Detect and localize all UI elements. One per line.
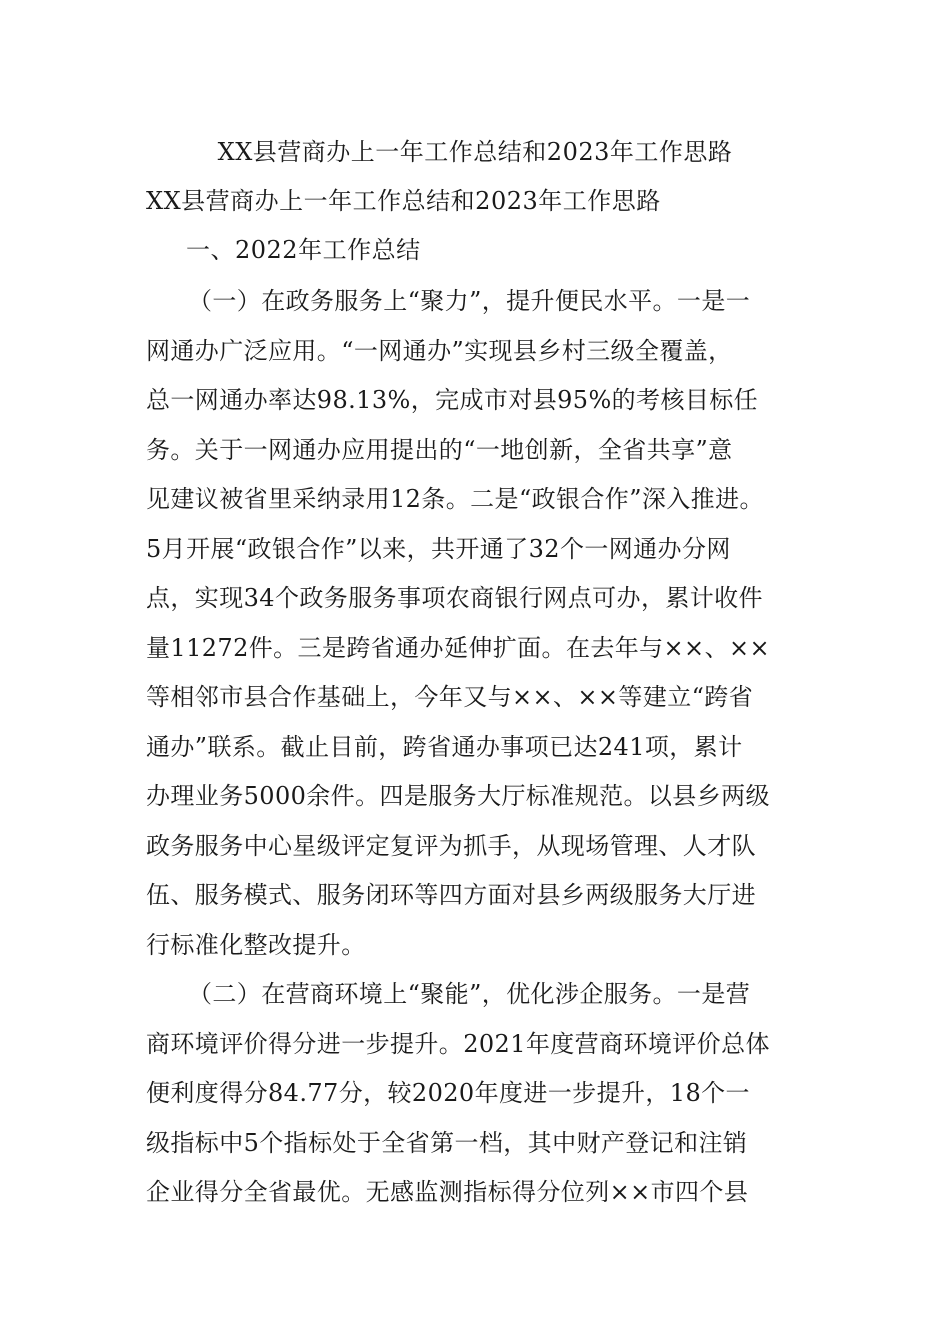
paragraph-line: （二）在营商环境上“聚能”，优化涉企服务。一是营	[188, 980, 751, 1008]
paragraph-line: 见建议被省里采纳录用12条。二是“政银合作”深入推进。	[146, 485, 764, 513]
paragraph-line: 便利度得分84.77分，较2020年度进一步提升，18个一	[146, 1079, 750, 1107]
paragraph-line: 级指标中5个指标处于全省第一档，其中财产登记和注销	[146, 1128, 748, 1157]
paragraph-line: 行标准化整改提升。	[146, 930, 366, 959]
paragraph-line: 量11272件。三是跨省通办延伸扩面。在去年与××、××	[146, 633, 770, 662]
paragraph-line: 务。关于一网通办应用提出的“一地创新，全省共享”意	[146, 435, 733, 464]
document-subtitle: XX县营商办上一年工作总结和2023年工作思路	[146, 187, 661, 215]
paragraph-line: 5月开展“政银合作”以来，共开通了32个一网通办分网	[146, 534, 731, 563]
paragraph-line: 网通办广泛应用。“一网通办”实现县乡村三级全覆盖，	[146, 336, 733, 365]
paragraph-line: （一）在政务服务上“聚力”，提升便民水平。一是一	[188, 287, 751, 315]
paragraph-government-services	[146, 277, 826, 970]
paragraph-line: 点，实现34个政务服务事项农商银行网点可办，累计收件	[146, 584, 763, 612]
section-heading: 一、2022年工作总结	[186, 236, 421, 264]
paragraph-line: 通办”联系。截止目前，跨省通办事项已达241项，累计	[146, 732, 743, 761]
document-title: XX县营商办上一年工作总结和2023年工作思路	[217, 138, 733, 166]
paragraph-line: 办理业务5000余件。四是服务大厅标准规范。以县乡两级	[146, 782, 770, 810]
paragraph-line: 等相邻市县合作基础上，今年又与××、××等建立“跨省	[146, 683, 754, 711]
paragraph-line: 商环境评价得分进一步提升。2021年度营商环境评价总体	[146, 1029, 770, 1058]
paragraph-business-environment	[146, 970, 826, 1218]
paragraph-line: 企业得分全省最优。无感监测指标得分位列××市四个县	[146, 1178, 749, 1206]
paragraph-line: 政务服务中心星级评定复评为抓手，从现场管理、人才队	[146, 831, 756, 860]
paragraph-line: 伍、服务模式、服务闭环等四方面对县乡两级服务大厅进	[146, 881, 756, 909]
paragraph-line: 总一网通办率达98.13%，完成市对县95%的考核目标任	[146, 386, 759, 414]
